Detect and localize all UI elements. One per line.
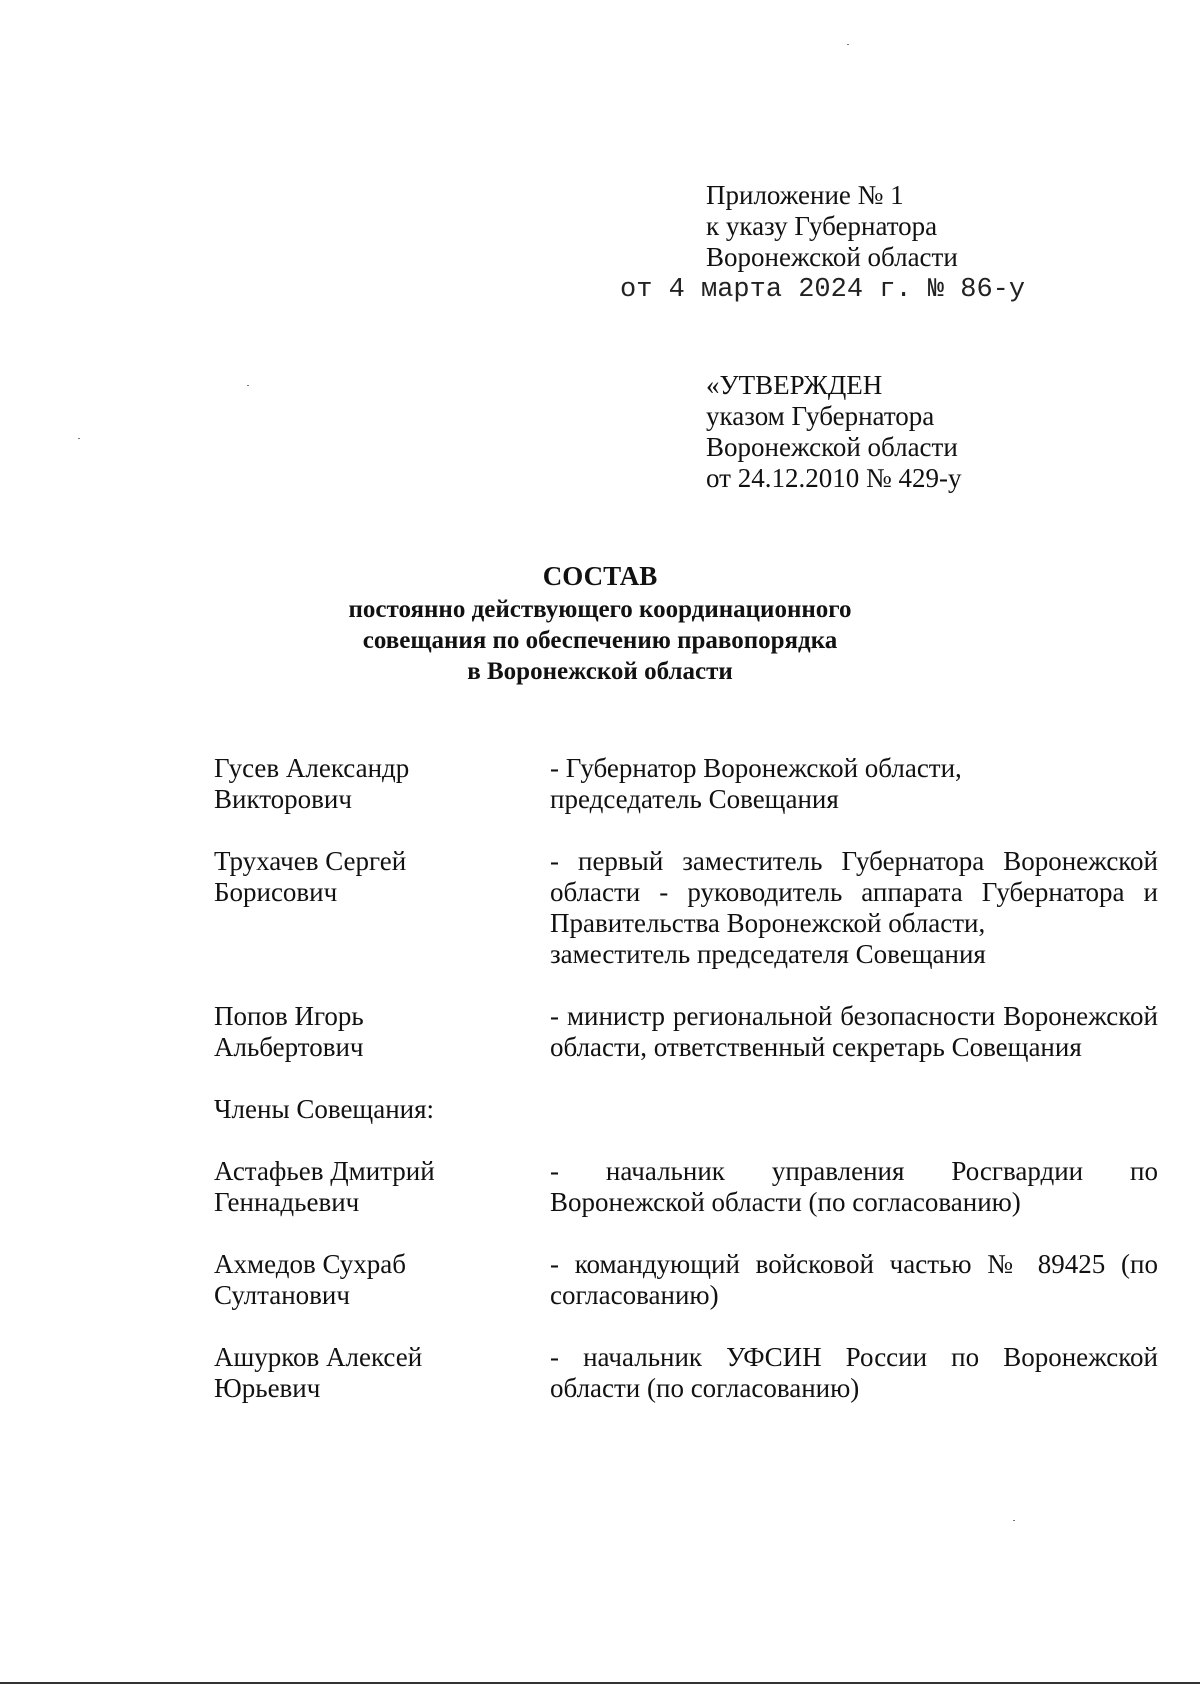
member-role: - министр региональной безопасности Воронежской области, ответственный секретарь Совещания bbox=[550, 1001, 1158, 1062]
member-row bbox=[214, 1001, 1158, 1063]
member-row bbox=[214, 753, 1158, 815]
scan-speck bbox=[1013, 1520, 1015, 1521]
member-name: Ахмедов Сухраб Султанович bbox=[214, 1249, 407, 1310]
appendix-line: Приложение № 1 bbox=[706, 180, 904, 210]
member-row bbox=[214, 846, 1158, 970]
decree-date-stamp: от 4 марта 2024 г. № 86-у bbox=[620, 275, 1026, 305]
member-role: - начальник УФСИН России по Воронежской области (по согласованию) bbox=[550, 1342, 1158, 1403]
member-row bbox=[214, 1156, 1158, 1218]
member-row bbox=[214, 1342, 1158, 1404]
appendix-header bbox=[706, 180, 958, 273]
scan-bottom-edge bbox=[0, 1682, 1200, 1684]
approved-line: Воронежской области bbox=[706, 432, 958, 462]
member-name: Гусев Александр Викторович bbox=[214, 753, 410, 814]
scan-speck bbox=[847, 44, 849, 45]
approved-line: «УТВЕРЖДЕН bbox=[706, 370, 883, 400]
approved-header bbox=[706, 370, 961, 494]
member-role: - начальник управления Росгвардии по Воронежской области (по согласованию) bbox=[550, 1156, 1158, 1217]
scan-speck bbox=[247, 385, 249, 386]
title-subtitle-line: совещания по обеспечению правопорядка bbox=[362, 627, 838, 654]
approved-line: указом Губернатора bbox=[706, 401, 935, 431]
members-list bbox=[214, 753, 1158, 1435]
title-main: СОСТАВ bbox=[542, 561, 658, 591]
appendix-line: к указу Губернатора bbox=[706, 211, 938, 241]
document-title bbox=[300, 561, 900, 687]
scan-speck bbox=[78, 438, 80, 439]
member-row bbox=[214, 1249, 1158, 1311]
appendix-line: Воронежской области bbox=[706, 242, 958, 272]
member-role: - первый заместитель Губернатора Воронежской области - руководитель аппарата Губернатора и Правительства Воронежской области, заместитель председателя Совещания bbox=[550, 846, 1158, 969]
member-name: Попов Игорь Альбертович bbox=[214, 1001, 364, 1062]
member-name: Ашурков Алексей Юрьевич bbox=[214, 1342, 423, 1403]
approved-line: от 24.12.2010 № 429-у bbox=[706, 463, 962, 493]
member-name: Астафьев Дмитрий Геннадьевич bbox=[214, 1156, 435, 1217]
title-subtitle-line: в Воронежской области bbox=[467, 658, 733, 685]
member-name: Трухачев Сергей Борисович bbox=[214, 846, 407, 907]
member-role: - Губернатор Воронежской области, председатель Совещания bbox=[550, 753, 962, 814]
title-subtitle-line: постоянно действующего координационного bbox=[348, 596, 852, 623]
member-role: - командующий войсковой частью № 89425 (по согласованию) bbox=[550, 1249, 1158, 1310]
section-label: Члены Совещания: bbox=[214, 1094, 435, 1124]
